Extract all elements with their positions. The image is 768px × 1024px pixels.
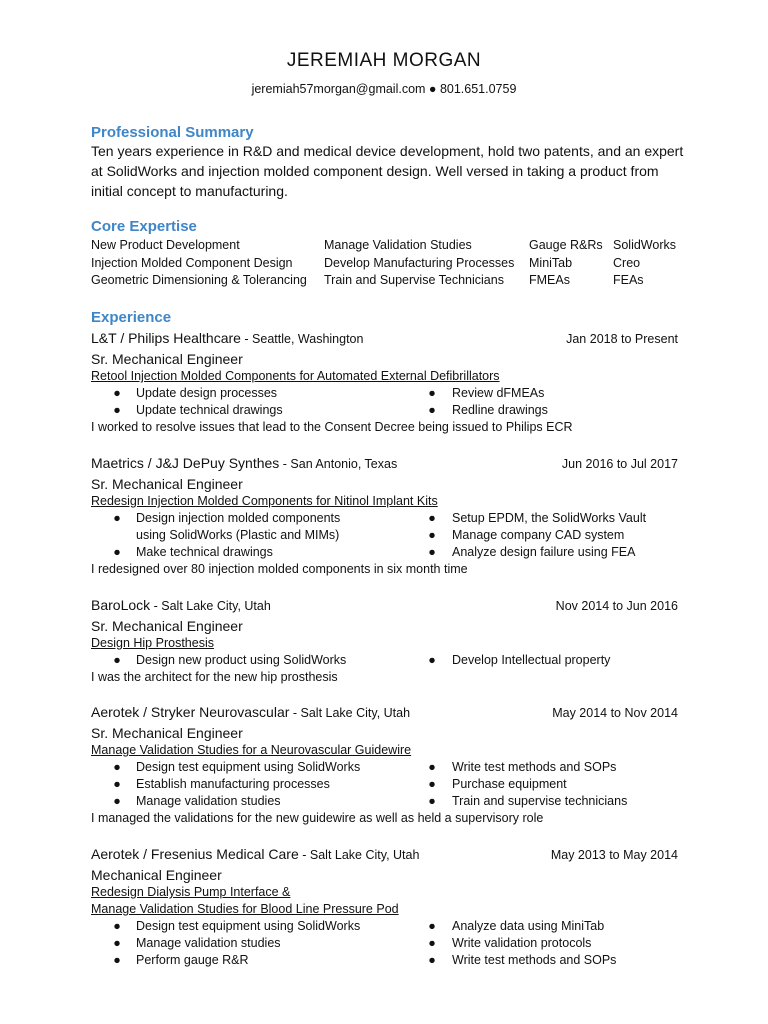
- bullet-icon: ●: [113, 403, 121, 417]
- job-dates: May 2013 to May 2014: [550, 848, 678, 862]
- job-entry: [91, 704, 678, 827]
- bullet-item: Make technical drawings: [136, 545, 273, 559]
- job-header: [91, 330, 678, 350]
- bullet-item: Design test equipment using SolidWorks: [136, 760, 361, 774]
- job-entry: [91, 597, 678, 686]
- bullet-item: Analyze data using MiniTab: [452, 919, 605, 933]
- bullet-item: Manage company CAD system: [452, 528, 625, 542]
- bullet-icon: ●: [113, 777, 121, 791]
- job-company: Maetrics / J&J DePuy Synthes: [91, 455, 280, 471]
- bullet-item: Analyze design failure using FEA: [452, 545, 636, 559]
- bullet-icon: ●: [113, 936, 121, 950]
- job-title: Sr. Mechanical Engineer: [91, 618, 243, 634]
- job-project: Design Hip Prosthesis: [91, 636, 214, 650]
- bullet-row: [91, 527, 678, 544]
- bullet-icon: ●: [113, 653, 121, 667]
- bullet-row: [91, 952, 678, 969]
- bullet-item: Perform gauge R&R: [136, 953, 249, 967]
- bullet-icon: ●: [428, 528, 436, 542]
- section-title-experience: Experience: [91, 309, 172, 326]
- expertise-item: Manage Validation Studies: [324, 238, 472, 252]
- job-project: Redesign Injection Molded Components for Nitinol Implant Kits: [91, 494, 438, 508]
- job-header: [91, 597, 678, 617]
- job-location: - Salt Lake City, Utah: [150, 599, 271, 613]
- job-bullets: [91, 652, 678, 669]
- job-bullets: [91, 918, 678, 969]
- bullet-item-continued: using SolidWorks (Plastic and MIMs): [136, 528, 340, 542]
- job-header: [91, 846, 678, 866]
- bullet-item: Establish manufacturing processes: [136, 777, 330, 791]
- bullet-icon: ●: [113, 760, 121, 774]
- bullet-icon: ●: [428, 919, 436, 933]
- summary-text: [91, 141, 691, 201]
- expertise-item: MiniTab: [529, 255, 573, 270]
- bullet-row: [91, 793, 678, 810]
- job-location: - San Antonio, Texas: [279, 457, 398, 471]
- job-project: Manage Validation Studies for Blood Line Pressure Pod: [91, 902, 399, 916]
- bullet-item: Manage validation studies: [136, 794, 281, 808]
- bullet-icon: ●: [113, 386, 121, 400]
- job-title: Sr. Mechanical Engineer: [91, 476, 243, 492]
- job-note: I managed the validations for the new guidewire as well as held a supervisory role: [91, 811, 544, 825]
- bullet-icon: ●: [428, 760, 436, 774]
- bullet-item: Update technical drawings: [136, 403, 283, 417]
- job-header: [91, 455, 678, 475]
- job-location: - Salt Lake City, Utah: [289, 706, 411, 720]
- expertise-item: Develop Manufacturing Processes: [324, 255, 515, 270]
- bullet-icon: ●: [113, 919, 121, 933]
- summary-line: initial concept to manufacturing.: [91, 183, 288, 199]
- bullet-row: [91, 776, 678, 793]
- bullet-item: Manage validation studies: [136, 936, 281, 950]
- bullet-row: [91, 759, 678, 776]
- bullet-icon: ●: [428, 777, 436, 791]
- bullet-row: [91, 652, 678, 669]
- bullet-item: Write test methods and SOPs: [452, 760, 617, 774]
- bullet-icon: ●: [428, 403, 436, 417]
- job-project: Manage Validation Studies for a Neurovascular Guidewire: [91, 743, 412, 757]
- job-entry: [91, 455, 678, 578]
- bullet-icon: ●: [113, 953, 121, 967]
- bullet-row: [91, 544, 678, 561]
- job-company: BaroLock: [91, 597, 151, 613]
- bullet-item: Design test equipment using SolidWorks: [136, 919, 361, 933]
- contact-info: jeremiah57morgan@gmail.com ● 801.651.0759: [251, 82, 517, 96]
- bullet-icon: ●: [428, 794, 436, 808]
- expertise-item: Injection Molded Component Design: [91, 255, 293, 270]
- bullet-icon: ●: [428, 653, 436, 667]
- job-bullets: [91, 510, 678, 561]
- job-project: Retool Injection Molded Components for Automated External Defibrillators: [91, 369, 500, 383]
- job-note: I worked to resolve issues that lead to the Consent Decree being issued to Philips ECR: [91, 420, 573, 434]
- bullet-item: Train and supervise technicians: [452, 794, 628, 808]
- section-title-summary: Professional Summary: [91, 124, 254, 141]
- bullet-row: [91, 385, 678, 402]
- expertise-item: Geometric Dimensioning & Tolerancing: [91, 273, 307, 287]
- bullet-item: Redline drawings: [452, 403, 548, 417]
- bullet-icon: ●: [113, 794, 121, 808]
- job-entry: [91, 846, 678, 969]
- bullet-item: Design new product using SolidWorks: [136, 653, 347, 667]
- job-bullets: [91, 759, 678, 810]
- bullet-item: Update design processes: [136, 386, 278, 400]
- job-dates: Jun 2016 to Jul 2017: [561, 457, 678, 471]
- job-note: I was the architect for the new hip prosthesis: [91, 670, 338, 684]
- bullet-item: Purchase equipment: [452, 777, 567, 791]
- job-project: Redesign Dialysis Pump Interface &: [91, 885, 291, 899]
- summary-line: Ten years experience in R&D and medical device development, hold two patents, and an expert: [91, 143, 684, 159]
- bullet-icon: ●: [428, 386, 436, 400]
- job-dates: Nov 2014 to Jun 2016: [555, 599, 678, 613]
- job-location: - Seattle, Washington: [240, 332, 364, 346]
- job-entry: [91, 330, 678, 436]
- bullet-item: Design injection molded components: [136, 511, 341, 525]
- bullet-icon: ●: [113, 545, 121, 559]
- bullet-row: [91, 918, 678, 935]
- bullet-row: [91, 402, 678, 419]
- bullet-item: Review dFMEAs: [452, 386, 545, 400]
- job-company: Aerotek / Fresenius Medical Care: [91, 846, 299, 862]
- bullet-item: Setup EPDM, the SolidWorks Vault: [452, 511, 647, 525]
- job-note: I redesigned over 80 injection molded components in six month time: [91, 562, 468, 576]
- expertise-item: FEAs: [613, 273, 644, 287]
- expertise-item: Train and Supervise Technicians: [324, 273, 504, 287]
- summary-line: at SolidWorks and injection molded component design. Well versed in taking a product from: [91, 163, 659, 179]
- expertise-item: SolidWorks: [613, 238, 676, 252]
- job-title: Sr. Mechanical Engineer: [91, 725, 243, 741]
- bullet-row: [91, 935, 678, 952]
- bullet-icon: ●: [428, 545, 436, 559]
- bullet-icon: ●: [428, 936, 436, 950]
- job-location: - Salt Lake City, Utah: [298, 848, 420, 862]
- bullet-icon: ●: [428, 953, 436, 967]
- job-dates: May 2014 to Nov 2014: [552, 706, 678, 720]
- expertise-item: Creo: [613, 255, 641, 270]
- bullet-icon: ●: [428, 511, 436, 525]
- job-company: L&T / Philips Healthcare: [91, 330, 241, 346]
- bullet-item: Write test methods and SOPs: [452, 953, 617, 967]
- bullet-row: [91, 510, 678, 527]
- expertise-item: Gauge R&Rs: [529, 238, 603, 252]
- job-bullets: [91, 385, 678, 419]
- bullet-icon: ●: [113, 511, 121, 525]
- bullet-item: Write validation protocols: [452, 936, 592, 950]
- expertise-item: New Product Development: [91, 238, 240, 252]
- job-title: Mechanical Engineer: [91, 867, 222, 883]
- job-header: [91, 704, 678, 724]
- expertise-item: FMEAs: [529, 273, 570, 287]
- section-title-expertise: Core Expertise: [91, 218, 197, 235]
- bullet-item: Develop Intellectual property: [452, 653, 611, 667]
- job-dates: Jan 2018 to Present: [566, 332, 678, 346]
- job-title: Sr. Mechanical Engineer: [91, 351, 243, 367]
- candidate-name: JEREMIAH MORGAN: [286, 50, 482, 71]
- job-company: Aerotek / Stryker Neurovascular: [91, 704, 290, 720]
